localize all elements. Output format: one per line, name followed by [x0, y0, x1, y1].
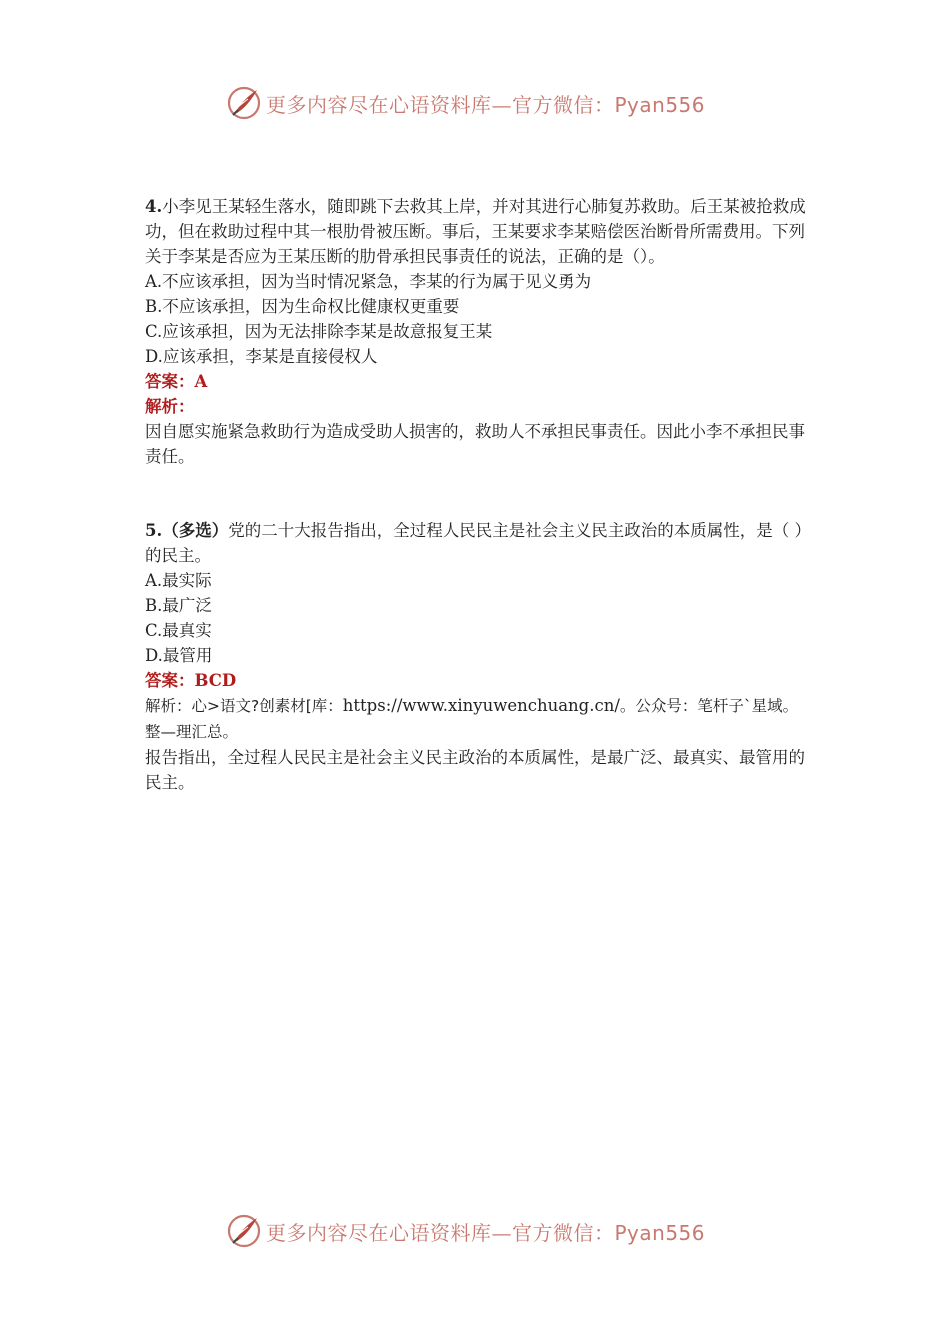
answer-label: 答案：BCD — [145, 671, 237, 690]
source-link[interactable]: https://www.xinyuwenchuang.cn/ — [342, 696, 620, 715]
footer-contact: Pyan556 — [614, 1220, 706, 1245]
option-item: D.最管用 — [145, 646, 213, 665]
header-contact: Pyan556 — [614, 92, 706, 117]
quill-pen-logo-icon — [226, 85, 262, 121]
option-item: C.应该承担，因为无法排除李某是故意报复王某 — [145, 322, 493, 341]
option-item: D.应该承担，李某是直接侵权人 — [145, 347, 378, 366]
option-item: A.最实际 — [145, 571, 212, 590]
header-banner-text: 更多内容尽在心语资料库—官方微信：Pyan556 — [266, 92, 706, 117]
quill-pen-logo-icon — [226, 1213, 262, 1249]
document-body — [145, 194, 807, 795]
answer-label: 答案：A — [145, 372, 208, 391]
option-item: A.不应该承担，因为当时情况紧急，李某的行为属于见义勇为 — [145, 272, 592, 291]
spacer — [145, 469, 807, 518]
option-item: C.最真实 — [145, 621, 212, 640]
analysis-label: 解析： — [145, 397, 195, 416]
analysis-text: 因自愿实施紧急救助行为造成受助人损害的，救助人不承担民事责任。因此小李不承担民事责任。 — [145, 422, 805, 466]
analysis-text: 报告指出，全过程人民民主是社会主义民主政治的本质属性，是最广泛、最真实、最管用的民主。 — [145, 748, 805, 792]
question-number: 4. — [145, 197, 163, 216]
analysis-note: 解析：心>语文?创素材[库：https://www.xinyuwenchuang.cn/。公众号：笔杆子`星域。整—理汇总。 — [145, 696, 799, 741]
option-item: B.不应该承担，因为生命权比健康权更重要 — [145, 297, 460, 316]
header-banner — [226, 83, 746, 123]
question-type-tag: （多选） — [162, 521, 229, 540]
footer-banner — [226, 1211, 746, 1251]
footer-banner-text: 更多内容尽在心语资料库—官方微信：Pyan556 — [266, 1220, 706, 1245]
question-5-stem: 5.（多选）党的二十大报告指出，全过程人民民主是社会主义民主政治的本质属性，是（ ）的民主。 — [145, 521, 803, 565]
question-4-stem: 4.小李见王某轻生落水，随即跳下去救其上岸，并对其进行心肺复苏救助。后王某被抢救成功，但在救助过程中其一根肋骨被压断。事后，王某要求李某赔偿医治断骨所需费用。下列关于李某是否应为王某压断的肋骨承担民事责任的说法，正确的是（）。 — [145, 197, 806, 266]
question-number: 5. — [145, 521, 163, 540]
option-item: B.最广泛 — [145, 596, 212, 615]
